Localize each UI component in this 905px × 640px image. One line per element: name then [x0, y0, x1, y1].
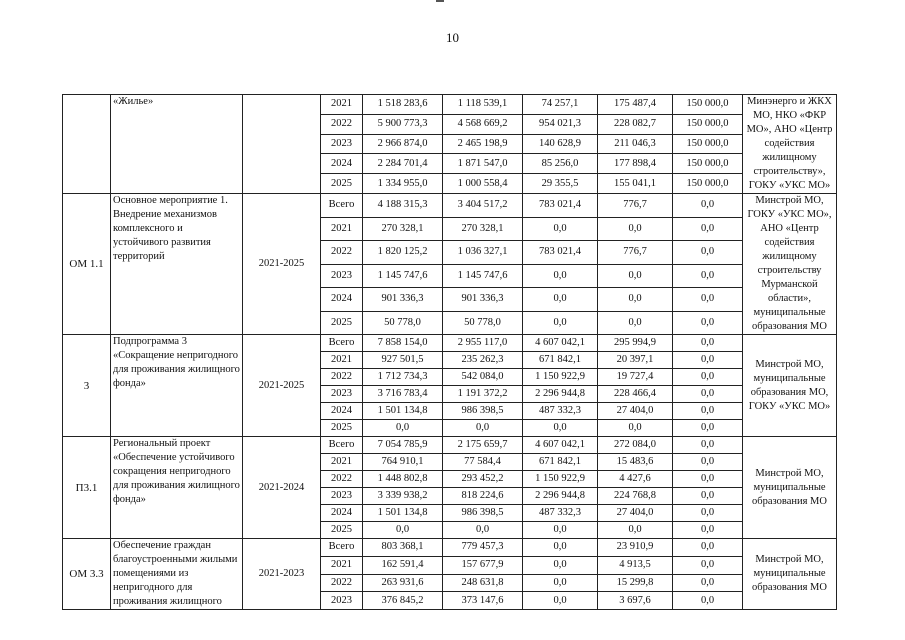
amount-cell: 1 501 134,8 [363, 403, 443, 420]
amount-cell: 0,0 [523, 556, 598, 574]
year-cell: 2022 [321, 241, 363, 265]
amount-cell: 3 404 517,2 [443, 194, 523, 218]
amount-cell: 177 898,4 [598, 154, 673, 174]
amount-cell: 487 332,3 [523, 505, 598, 522]
amount-cell: 1 145 747,6 [363, 264, 443, 288]
table-row [63, 335, 837, 352]
row-code: ОМ 1.1 [63, 194, 111, 335]
year-cell: 2022 [321, 369, 363, 386]
year-cell: 2023 [321, 134, 363, 154]
amount-cell: 0,0 [673, 556, 743, 574]
amount-cell: 0,0 [673, 420, 743, 437]
row-executor: Минэнерго и ЖКХ МО, НКО «ФКР МО», АНО «Центр содействия жилищному строительству», ГОКУ «УКС МО» [743, 95, 837, 194]
year-cell: Всего [321, 437, 363, 454]
amount-cell: 248 631,8 [443, 574, 523, 592]
amount-cell: 4 607 042,1 [523, 335, 598, 352]
year-cell: 2022 [321, 114, 363, 134]
row-period: 2021-2023 [243, 539, 321, 610]
amount-cell: 0,0 [523, 264, 598, 288]
year-cell: 2023 [321, 488, 363, 505]
amount-cell: 3 697,6 [598, 592, 673, 610]
amount-cell: 4 568 669,2 [443, 114, 523, 134]
amount-cell: 211 046,3 [598, 134, 673, 154]
amount-cell: 671 842,1 [523, 454, 598, 471]
amount-cell: 150 000,0 [673, 134, 743, 154]
amount-cell: 270 328,1 [443, 217, 523, 241]
row-name: «Жилье» [111, 95, 243, 194]
row-executor: Минстрой МО, ГОКУ «УКС МО», АНО «Центр содействия жилищному строительству Мурманской области», муниципальные образования МО [743, 194, 837, 335]
amount-cell: 4 188 315,3 [363, 194, 443, 218]
amount-cell: 15 483,6 [598, 454, 673, 471]
amount-cell: 0,0 [673, 194, 743, 218]
table-row [63, 95, 837, 115]
amount-cell: 671 842,1 [523, 352, 598, 369]
amount-cell: 779 457,3 [443, 539, 523, 557]
amount-cell: 0,0 [673, 437, 743, 454]
row-period: 2021-2025 [243, 335, 321, 437]
year-cell: 2021 [321, 556, 363, 574]
amount-cell: 1 145 747,6 [443, 264, 523, 288]
row-name: Обеспечение граждан благоустроенными жилыми помещениями из непригодного для проживания жилищного [111, 539, 243, 610]
amount-cell: 764 910,1 [363, 454, 443, 471]
amount-cell: 776,7 [598, 241, 673, 265]
amount-cell: 0,0 [598, 264, 673, 288]
row-executor: Минстрой МО, муниципальные образования МО [743, 539, 837, 610]
row-executor: Минстрой МО, муниципальные образования МО, ГОКУ «УКС МО» [743, 335, 837, 437]
amount-cell: 0,0 [598, 522, 673, 539]
year-cell: 2022 [321, 471, 363, 488]
year-cell: 2025 [321, 522, 363, 539]
amount-cell: 2 296 944,8 [523, 488, 598, 505]
row-executor: Минстрой МО, муниципальные образования МО [743, 437, 837, 539]
row-code [63, 95, 111, 194]
amount-cell: 0,0 [673, 335, 743, 352]
row-period [243, 95, 321, 194]
amount-cell: 0,0 [673, 369, 743, 386]
amount-cell: 27 404,0 [598, 505, 673, 522]
amount-cell: 0,0 [673, 217, 743, 241]
amount-cell: 0,0 [598, 311, 673, 335]
amount-cell: 1 820 125,2 [363, 241, 443, 265]
amount-cell: 776,7 [598, 194, 673, 218]
amount-cell: 7 054 785,9 [363, 437, 443, 454]
amount-cell: 2 955 117,0 [443, 335, 523, 352]
amount-cell: 295 994,9 [598, 335, 673, 352]
amount-cell: 2 284 701,4 [363, 154, 443, 174]
amount-cell: 157 677,9 [443, 556, 523, 574]
amount-cell: 150 000,0 [673, 174, 743, 194]
amount-cell: 4 427,6 [598, 471, 673, 488]
amount-cell: 954 021,3 [523, 114, 598, 134]
amount-cell: 1 501 134,8 [363, 505, 443, 522]
row-name: Основное мероприятие 1. Внедрение механизмов комплексного и устойчивого развития территорий [111, 194, 243, 335]
amount-cell: 783 021,4 [523, 194, 598, 218]
amount-cell: 77 584,4 [443, 454, 523, 471]
amount-cell: 0,0 [523, 522, 598, 539]
row-code: ОМ 3.3 [63, 539, 111, 610]
amount-cell: 2 465 198,9 [443, 134, 523, 154]
year-cell: 2021 [321, 454, 363, 471]
amount-cell: 0,0 [673, 241, 743, 265]
budget-table [62, 94, 837, 610]
table-row [63, 539, 837, 557]
amount-cell: 2 296 944,8 [523, 386, 598, 403]
amount-cell: 0,0 [523, 288, 598, 312]
year-cell: 2025 [321, 311, 363, 335]
amount-cell: 0,0 [523, 539, 598, 557]
amount-cell: 0,0 [673, 454, 743, 471]
amount-cell: 0,0 [673, 574, 743, 592]
year-cell: Всего [321, 194, 363, 218]
row-name: Подпрограмма 3 «Сокращение непригодного для проживания жилищного фонда» [111, 335, 243, 437]
amount-cell: 0,0 [523, 217, 598, 241]
amount-cell: 0,0 [598, 217, 673, 241]
amount-cell: 29 355,5 [523, 174, 598, 194]
amount-cell: 263 931,6 [363, 574, 443, 592]
amount-cell: 0,0 [443, 420, 523, 437]
amount-cell: 1 871 547,0 [443, 154, 523, 174]
amount-cell: 224 768,8 [598, 488, 673, 505]
amount-cell: 74 257,1 [523, 95, 598, 115]
year-cell: 2024 [321, 288, 363, 312]
amount-cell: 27 404,0 [598, 403, 673, 420]
amount-cell: 1 334 955,0 [363, 174, 443, 194]
amount-cell: 1 150 922,9 [523, 369, 598, 386]
row-code: 3 [63, 335, 111, 437]
table-row [63, 194, 837, 218]
amount-cell: 542 084,0 [443, 369, 523, 386]
amount-cell: 0,0 [523, 592, 598, 610]
year-cell: 2022 [321, 574, 363, 592]
year-cell: 2024 [321, 505, 363, 522]
amount-cell: 228 466,4 [598, 386, 673, 403]
row-period: 2021-2024 [243, 437, 321, 539]
amount-cell: 0,0 [443, 522, 523, 539]
year-cell: 2024 [321, 403, 363, 420]
amount-cell: 4 607 042,1 [523, 437, 598, 454]
amount-cell: 0,0 [523, 311, 598, 335]
amount-cell: 901 336,3 [363, 288, 443, 312]
amount-cell: 373 147,6 [443, 592, 523, 610]
amount-cell: 1 191 372,2 [443, 386, 523, 403]
row-name: Региональный проект «Обеспечение устойчивого сокращения непригодного для проживания жилищного фонда» [111, 437, 243, 539]
amount-cell: 50 778,0 [443, 311, 523, 335]
year-cell: 2025 [321, 174, 363, 194]
amount-cell: 901 336,3 [443, 288, 523, 312]
amount-cell: 140 628,9 [523, 134, 598, 154]
amount-cell: 376 845,2 [363, 592, 443, 610]
amount-cell: 293 452,2 [443, 471, 523, 488]
amount-cell: 0,0 [598, 288, 673, 312]
amount-cell: 150 000,0 [673, 95, 743, 115]
year-cell: Всего [321, 539, 363, 557]
scan-mark [436, 0, 444, 2]
amount-cell: 0,0 [363, 522, 443, 539]
amount-cell: 4 913,5 [598, 556, 673, 574]
amount-cell: 0,0 [673, 264, 743, 288]
amount-cell: 0,0 [673, 352, 743, 369]
amount-cell: 0,0 [673, 471, 743, 488]
amount-cell: 986 398,5 [443, 403, 523, 420]
amount-cell: 155 041,1 [598, 174, 673, 194]
page-number: 10 [446, 30, 459, 45]
amount-cell: 2 175 659,7 [443, 437, 523, 454]
year-cell: 2023 [321, 386, 363, 403]
table-row [63, 437, 837, 454]
amount-cell: 986 398,5 [443, 505, 523, 522]
amount-cell: 3 339 938,2 [363, 488, 443, 505]
year-cell: 2023 [321, 592, 363, 610]
amount-cell: 487 332,3 [523, 403, 598, 420]
amount-cell: 0,0 [673, 592, 743, 610]
amount-cell: 1 118 539,1 [443, 95, 523, 115]
year-cell: 2021 [321, 217, 363, 241]
amount-cell: 1 518 283,6 [363, 95, 443, 115]
amount-cell: 270 328,1 [363, 217, 443, 241]
row-period: 2021-2025 [243, 194, 321, 335]
amount-cell: 1 712 734,3 [363, 369, 443, 386]
amount-cell: 927 501,5 [363, 352, 443, 369]
amount-cell: 272 084,0 [598, 437, 673, 454]
amount-cell: 2 966 874,0 [363, 134, 443, 154]
amount-cell: 175 487,4 [598, 95, 673, 115]
amount-cell: 7 858 154,0 [363, 335, 443, 352]
amount-cell: 0,0 [523, 420, 598, 437]
amount-cell: 150 000,0 [673, 154, 743, 174]
amount-cell: 235 262,3 [443, 352, 523, 369]
amount-cell: 0,0 [523, 574, 598, 592]
amount-cell: 0,0 [363, 420, 443, 437]
amount-cell: 0,0 [673, 311, 743, 335]
amount-cell: 19 727,4 [598, 369, 673, 386]
year-cell: 2021 [321, 352, 363, 369]
amount-cell: 818 224,6 [443, 488, 523, 505]
amount-cell: 0,0 [673, 539, 743, 557]
year-cell: 2023 [321, 264, 363, 288]
amount-cell: 0,0 [673, 488, 743, 505]
amount-cell: 50 778,0 [363, 311, 443, 335]
amount-cell: 85 256,0 [523, 154, 598, 174]
amount-cell: 0,0 [673, 505, 743, 522]
table-body [63, 95, 837, 610]
amount-cell: 0,0 [673, 288, 743, 312]
year-cell: 2025 [321, 420, 363, 437]
year-cell: 2021 [321, 95, 363, 115]
year-cell: Всего [321, 335, 363, 352]
amount-cell: 23 910,9 [598, 539, 673, 557]
amount-cell: 0,0 [673, 403, 743, 420]
amount-cell: 5 900 773,3 [363, 114, 443, 134]
amount-cell: 1 000 558,4 [443, 174, 523, 194]
amount-cell: 15 299,8 [598, 574, 673, 592]
amount-cell: 1 448 802,8 [363, 471, 443, 488]
amount-cell: 783 021,4 [523, 241, 598, 265]
amount-cell: 3 716 783,4 [363, 386, 443, 403]
amount-cell: 1 036 327,1 [443, 241, 523, 265]
amount-cell: 228 082,7 [598, 114, 673, 134]
amount-cell: 1 150 922,9 [523, 471, 598, 488]
year-cell: 2024 [321, 154, 363, 174]
amount-cell: 20 397,1 [598, 352, 673, 369]
amount-cell: 162 591,4 [363, 556, 443, 574]
amount-cell: 0,0 [673, 386, 743, 403]
row-code: П3.1 [63, 437, 111, 539]
amount-cell: 803 368,1 [363, 539, 443, 557]
amount-cell: 0,0 [673, 522, 743, 539]
amount-cell: 150 000,0 [673, 114, 743, 134]
amount-cell: 0,0 [598, 420, 673, 437]
